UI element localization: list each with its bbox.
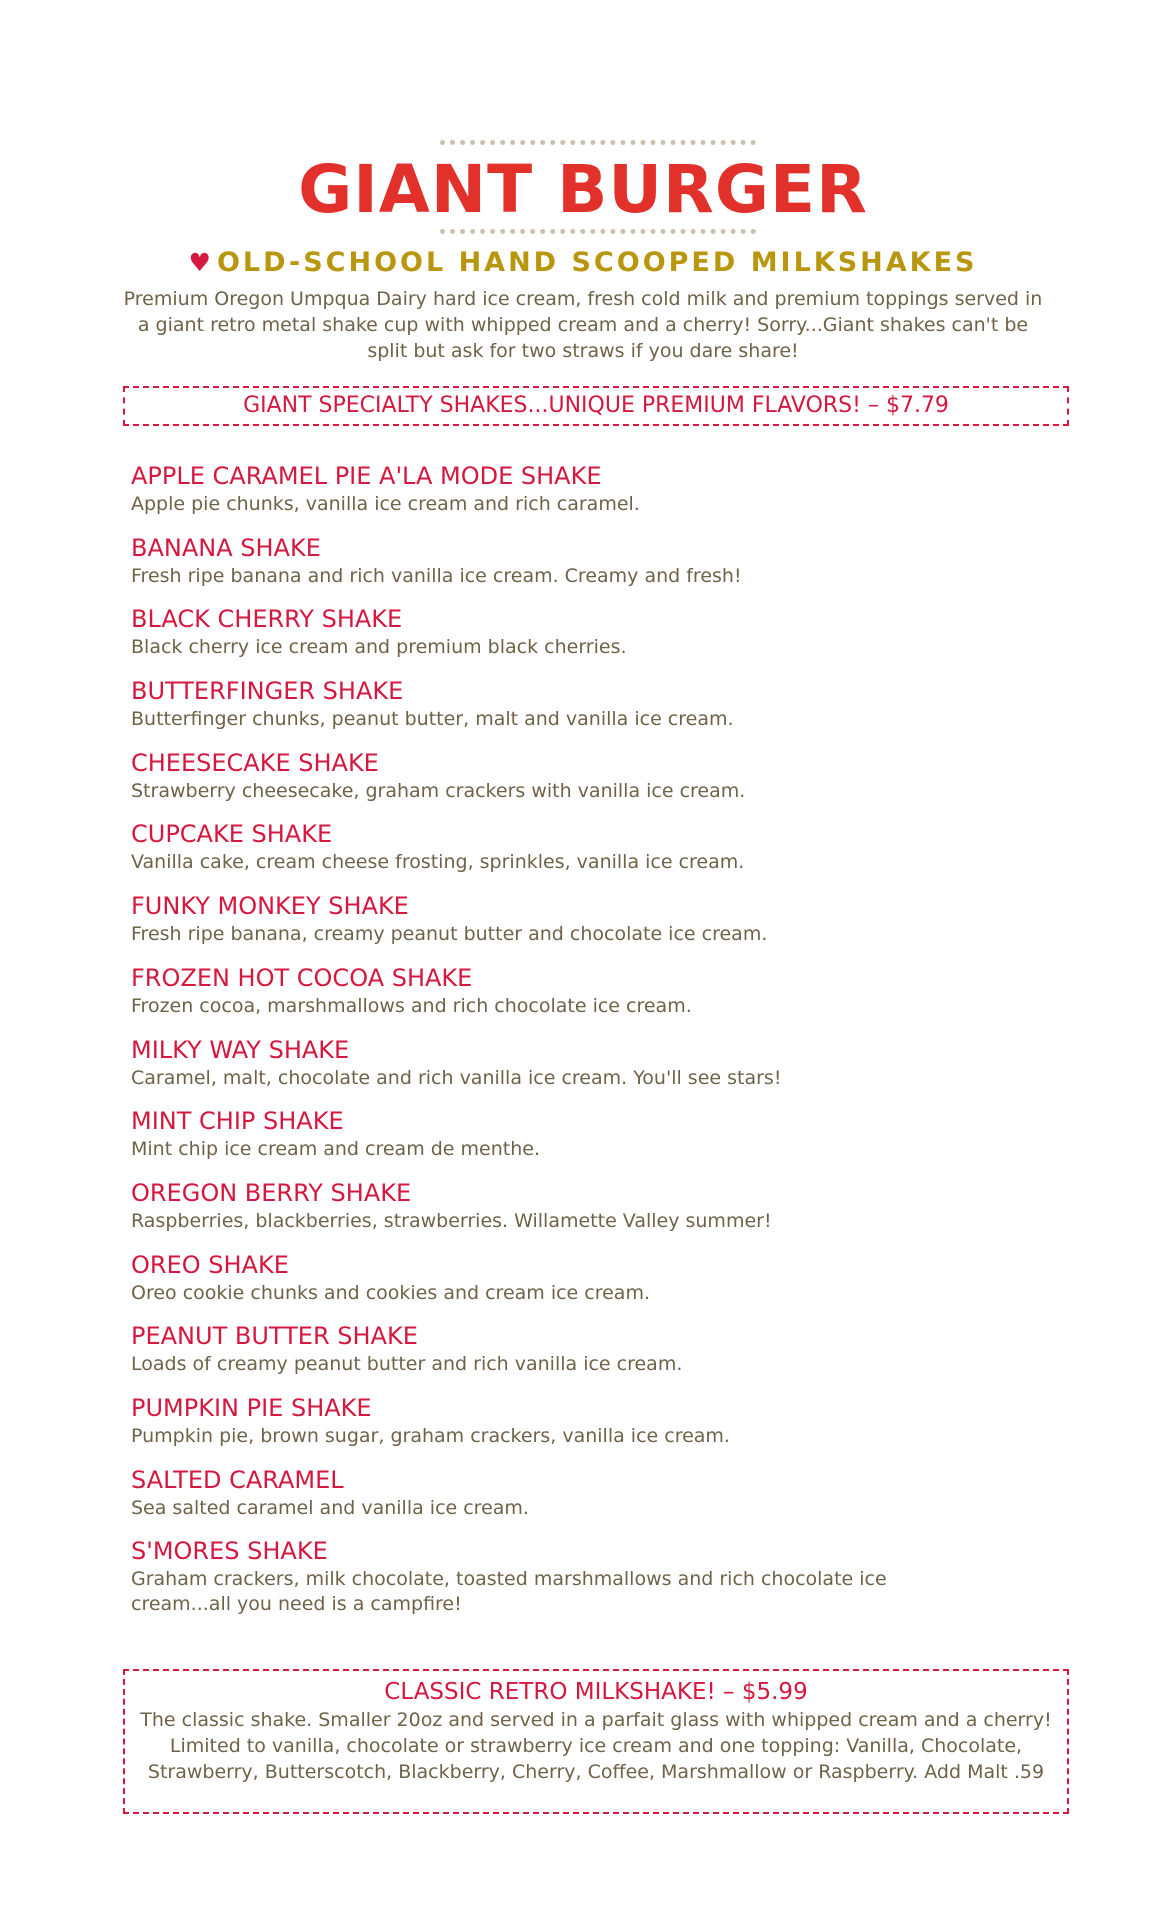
specialty-list: [131, 460, 1031, 1617]
item-name: BANANA SHAKE: [131, 533, 321, 562]
item-description: Butterfinger chunks, peanut butter, malt and vanilla ice cream.: [131, 708, 734, 731]
item-description: Caramel, malt, chocolate and rich vanilla ice cream. You'll see stars!: [131, 1066, 782, 1089]
item-name: APPLE CARAMEL PIE A'LA MODE SHAKE: [131, 462, 602, 490]
section-subtitle: [0, 246, 1166, 280]
item-description: Fresh ripe banana and rich vanilla ice cream. Creamy and fresh!: [131, 564, 742, 587]
intro-text: Premium Oregon Umpqua Dairy hard ice cream, fresh cold milk and premium toppings served in a giant retro metal shake cup with whipped cream and a cherry! Sorry...Giant shakes can't be split but ask for two straws if you dare share!: [123, 288, 1043, 362]
classic-shake-box: [123, 1669, 1069, 1814]
list-item: [131, 1249, 1031, 1321]
item-description: Raspberries, blackberries, strawberries. Willamette Valley summer!: [131, 1209, 772, 1232]
item-name: PUMPKIN PIE SHAKE: [131, 1393, 372, 1422]
item-description: Graham crackers, milk chocolate, toasted marshmallows and rich chocolate ice cream...all you need is a campfire!: [131, 1568, 887, 1616]
item-name: CHEESECAKE SHAKE: [131, 748, 379, 777]
item-description: Oreo cookie chunks and cookies and cream ice cream.: [131, 1281, 650, 1304]
item-description: Strawberry cheesecake, graham crackers with vanilla ice cream.: [131, 779, 746, 802]
item-description: Fresh ripe banana, creamy peanut butter and chocolate ice cream.: [131, 923, 768, 946]
item-name: OREO SHAKE: [131, 1250, 289, 1279]
list-item: [131, 1535, 1031, 1617]
classic-shake-title: CLASSIC RETRO MILKSHAKE! – $5.99: [384, 1679, 808, 1705]
subtitle-text: OLD-SCHOOL HAND SCOOPED MILKSHAKES: [216, 247, 978, 278]
item-name: BUTTERFINGER SHAKE: [131, 677, 404, 706]
item-description: Apple pie chunks, vanilla ice cream and rich caramel.: [131, 493, 640, 515]
list-item: [131, 1034, 1031, 1106]
list-item: [131, 1177, 1031, 1249]
list-item: [131, 460, 1031, 532]
bottom-dotted-divider: [440, 229, 756, 234]
top-dotted-divider: [440, 140, 756, 145]
list-item: [131, 1320, 1031, 1392]
list-item: [131, 603, 1031, 675]
list-item: [131, 962, 1031, 1034]
item-name: OREGON BERRY SHAKE: [131, 1178, 412, 1207]
item-description: Mint chip ice cream and cream de menthe.: [131, 1138, 541, 1161]
item-name: S'MORES SHAKE: [131, 1537, 328, 1566]
list-item: [131, 675, 1031, 747]
item-name: SALTED CARAMEL: [131, 1465, 344, 1494]
item-description: Sea salted caramel and vanilla ice cream.: [131, 1496, 529, 1519]
list-item: [131, 1392, 1031, 1464]
list-item: [131, 747, 1031, 819]
item-description: Frozen cocoa, marshmallows and rich chocolate ice cream.: [131, 994, 692, 1017]
list-item: [131, 890, 1031, 962]
item-description: Pumpkin pie, brown sugar, graham crackers, vanilla ice cream.: [131, 1424, 730, 1447]
item-name: BLACK CHERRY SHAKE: [131, 605, 403, 634]
item-name: PEANUT BUTTER SHAKE: [131, 1322, 418, 1351]
list-item: [131, 1105, 1031, 1177]
classic-shake-description: The classic shake. Smaller 20oz and served in a parfait glass with whipped cream and a cherry! Limited to vanilla, chocolate or strawberry ice cream and one topping: Vanilla, Chocolate, Strawberry, Butterscotch, Blackberry, Cherry, Coffee, Marshmallow or Raspberry. Add Malt .59: [140, 1709, 1052, 1783]
list-item: [131, 1464, 1031, 1536]
heart-icon: ♥: [188, 248, 211, 277]
item-description: Vanilla cake, cream cheese frosting, sprinkles, vanilla ice cream.: [131, 851, 745, 874]
item-name: MINT CHIP SHAKE: [131, 1107, 344, 1136]
item-description: Loads of creamy peanut butter and rich vanilla ice cream.: [131, 1353, 683, 1376]
restaurant-title: GIANT BURGER: [298, 151, 868, 228]
item-description: Black cherry ice cream and premium black cherries.: [131, 636, 627, 659]
specialty-banner: GIANT SPECIALTY SHAKES...UNIQUE PREMIUM FLAVORS! – $7.79: [123, 386, 1069, 426]
item-name: CUPCAKE SHAKE: [131, 820, 333, 849]
item-name: FROZEN HOT COCOA SHAKE: [131, 963, 473, 992]
list-item: [131, 818, 1031, 890]
item-name: MILKY WAY SHAKE: [131, 1035, 350, 1064]
list-item: [131, 532, 1031, 604]
item-name: FUNKY MONKEY SHAKE: [131, 892, 409, 921]
